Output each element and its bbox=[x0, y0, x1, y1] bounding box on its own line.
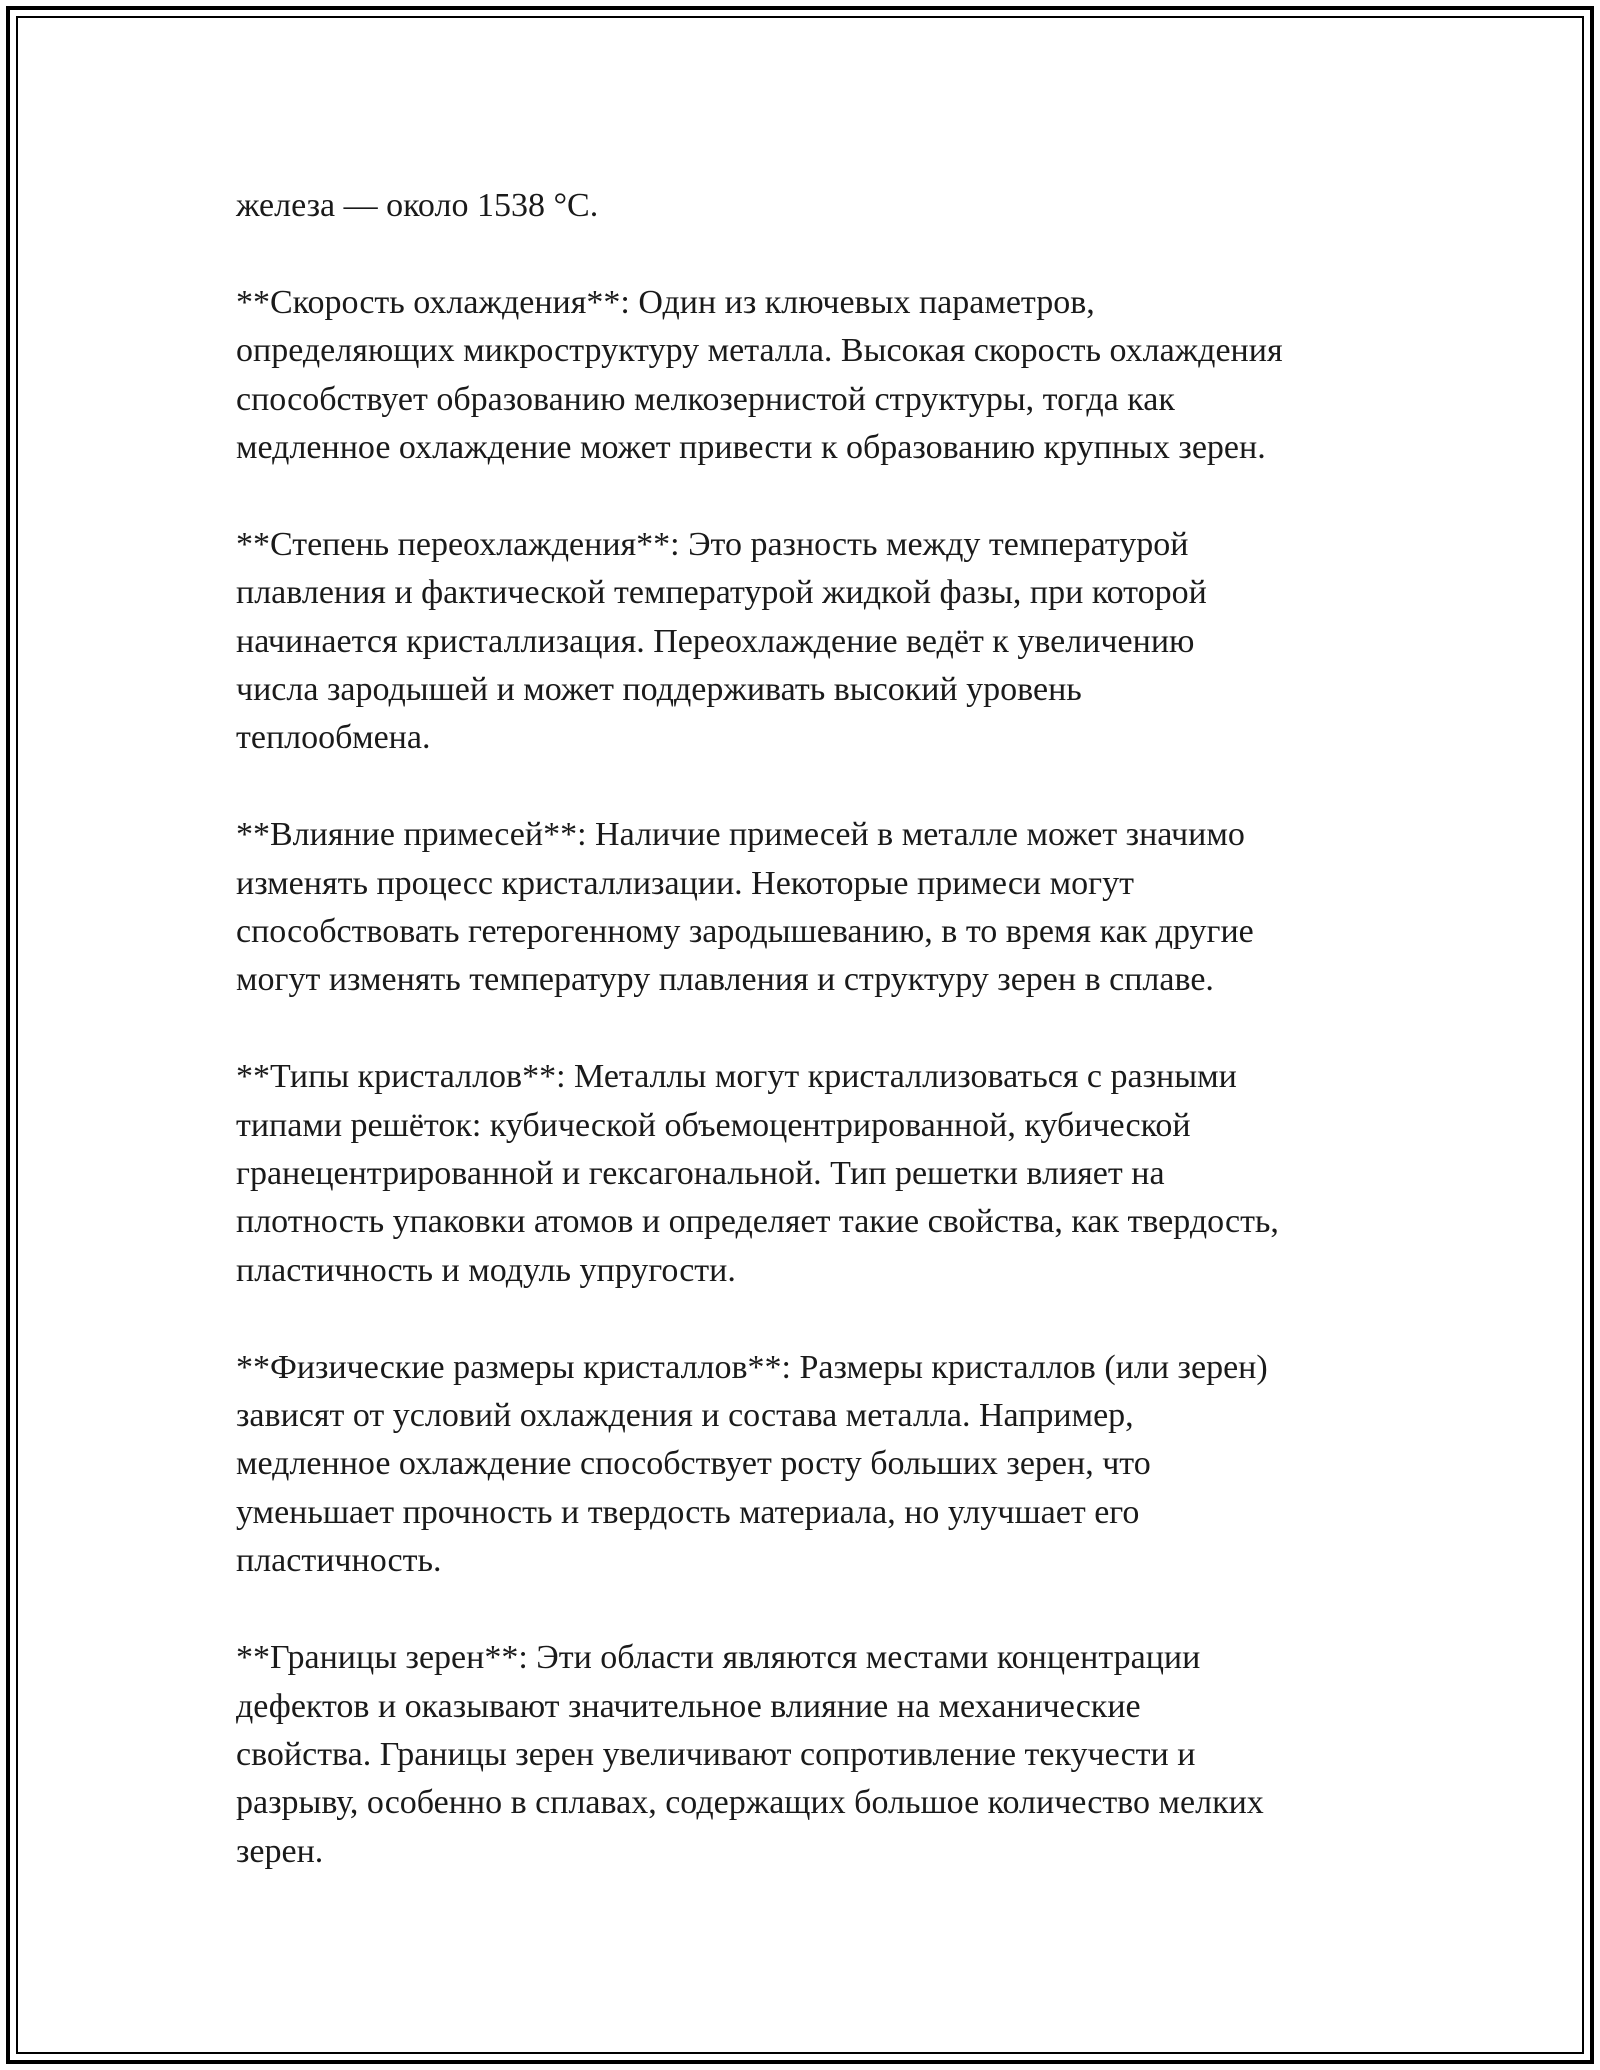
paragraph-impurities: **Влияние примесей**: Наличие примесей в металле может значимо изменять процесс кристаллизации. Некоторые примеси могут способствовать гетерогенному зародышеванию, в то время как другие могут изменять температуру плавления и структуру зерен в сплаве. bbox=[236, 816, 1254, 999]
paragraph-cooling-rate: **Скорость охлаждения**: Один из ключевых параметров, определяющих микроструктуру металла. Высокая скорость охлаждения способствует образованию мелкозернистой структуры, тогда как медленное охлаждение может привести к образованию крупных зерен. bbox=[236, 283, 1283, 467]
document-body bbox=[236, 182, 1376, 1876]
paragraph-crystal-types: **Типы кристаллов**: Металлы могут кристаллизоваться с разными типами решёток: кубической объемоцентрированной, кубической гранецентрированной и гексагональной. Тип решетки влияет на плотность упаковки атомов и определяет такие свойства, как твердость, пластичность и модуль упругости. bbox=[236, 1058, 1279, 1289]
paragraph-grain-boundaries: **Границы зерен**: Эти области являются местами концентрации дефектов и оказывают значительное влияние на механические свойства. Границы зерен увеличивают сопротивление текучести и разрыву, особенно в сплавах, содержащих большое количество мелких зерен. bbox=[236, 1639, 1264, 1870]
paragraph-continuation: железа — около 1538 °С. bbox=[236, 187, 599, 224]
paragraph-supercooling: **Степень переохлаждения**: Это разность между температурой плавления и фактической температурой жидкой фазы, при которой начинается кристаллизация. Переохлаждение ведёт к увеличению числа зародышей и может поддерживать высокий уровень теплообмена. bbox=[236, 525, 1207, 757]
paragraph-crystal-sizes: **Физические размеры кристаллов**: Размеры кристаллов (или зерен) зависят от условий охлаждения и состава металла. Например, медленное охлаждение способствует росту больших зерен, что уменьшает прочность и твердость материала, но улучшает его пластичность. bbox=[236, 1348, 1268, 1580]
